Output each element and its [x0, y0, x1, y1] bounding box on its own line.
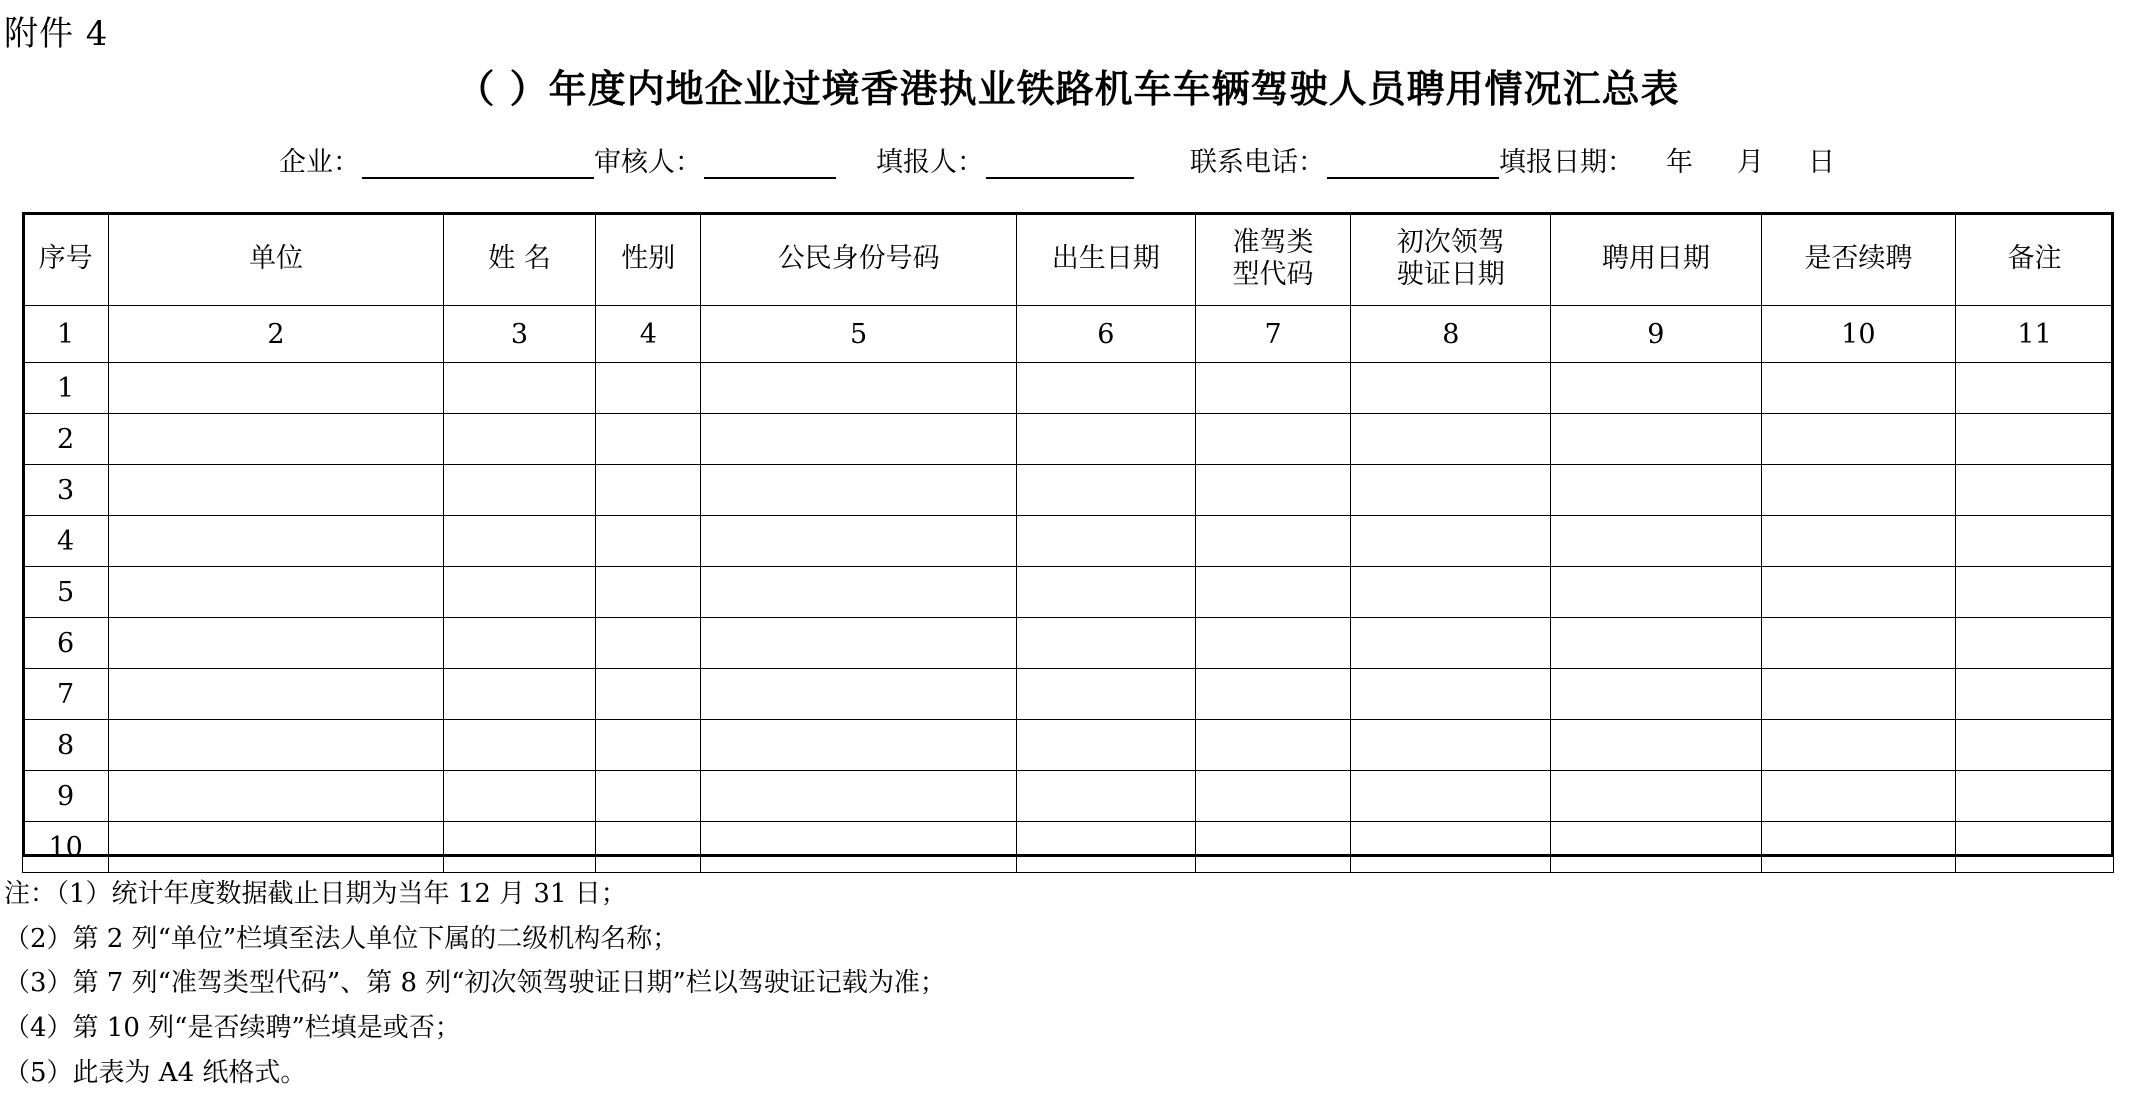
cell-gender[interactable]	[596, 771, 701, 822]
cell-renewal[interactable]	[1761, 720, 1956, 771]
table-row[interactable]	[23, 822, 2114, 873]
cell-license-type[interactable]	[1195, 771, 1351, 822]
cell-unit[interactable]	[109, 414, 443, 465]
enterprise-blank[interactable]	[362, 151, 594, 179]
cell-first-license-date[interactable]	[1351, 363, 1551, 414]
cell-first-license-date[interactable]	[1351, 720, 1551, 771]
table-row[interactable]	[23, 465, 2114, 516]
cell-birth-date[interactable]	[1016, 669, 1195, 720]
cell-remarks[interactable]	[1956, 465, 2114, 516]
table-row[interactable]	[23, 363, 2114, 414]
row-number-cell: 4	[23, 516, 109, 567]
table-row[interactable]	[23, 771, 2114, 822]
cell-license-type[interactable]	[1195, 822, 1351, 873]
cell-hire-date[interactable]	[1551, 465, 1761, 516]
cell-license-type[interactable]	[1195, 516, 1351, 567]
row-number-cell: 1	[23, 363, 109, 414]
cell-hire-date[interactable]	[1551, 822, 1761, 873]
column-number-cell: 1	[23, 306, 109, 363]
cell-name[interactable]	[443, 516, 596, 567]
enterprise-label: 企业：	[279, 147, 360, 178]
cell-renewal[interactable]	[1761, 465, 1956, 516]
cell-birth-date[interactable]	[1016, 363, 1195, 414]
column-number-cell: 4	[596, 306, 701, 363]
table-column-number-row	[23, 306, 2114, 363]
reviewer-label: 审核人：	[594, 147, 702, 178]
cell-birth-date[interactable]	[1016, 822, 1195, 873]
employment-summary-table	[22, 212, 2114, 873]
day-unit: 日	[1808, 147, 1835, 178]
cell-first-license-date[interactable]	[1351, 669, 1551, 720]
reporter-field[interactable]	[876, 140, 1134, 179]
cell-gender[interactable]	[596, 567, 701, 618]
cell-id-number[interactable]	[701, 465, 1017, 516]
cell-first-license-date[interactable]	[1351, 567, 1551, 618]
phone-field[interactable]	[1190, 140, 1499, 179]
cell-name[interactable]	[443, 771, 596, 822]
cell-id-number[interactable]	[701, 567, 1017, 618]
header-cell-hire-date	[1551, 213, 1761, 306]
table-row[interactable]	[23, 567, 2114, 618]
cell-gender[interactable]	[596, 414, 701, 465]
header-label-line2: 驶证日期	[1396, 259, 1505, 290]
table-row[interactable]	[23, 516, 2114, 567]
cell-birth-date[interactable]	[1016, 720, 1195, 771]
cell-remarks[interactable]	[1956, 618, 2114, 669]
attachment-label: 附件 4	[4, 14, 109, 54]
cell-id-number[interactable]	[701, 822, 1017, 873]
cell-gender[interactable]	[596, 465, 701, 516]
header-label: 单位	[248, 243, 303, 275]
header-label-line1: 初次领驾	[1396, 227, 1505, 259]
column-number-cell: 6	[1016, 306, 1195, 363]
cell-renewal[interactable]	[1761, 822, 1956, 873]
column-number-cell: 10	[1761, 306, 1956, 363]
cell-unit[interactable]	[109, 771, 443, 822]
cell-birth-date[interactable]	[1016, 567, 1195, 618]
cell-id-number[interactable]	[701, 669, 1017, 720]
table-row[interactable]	[23, 618, 2114, 669]
column-number-cell: 8	[1351, 306, 1551, 363]
table-header-row	[23, 213, 2114, 306]
cell-first-license-date[interactable]	[1351, 465, 1551, 516]
cell-unit[interactable]	[109, 465, 443, 516]
reporter-label: 填报人：	[876, 147, 984, 178]
cell-remarks[interactable]	[1956, 669, 2114, 720]
row-number-cell: 3	[23, 465, 109, 516]
header-cell-unit	[109, 213, 443, 306]
header-cell-license-type	[1195, 213, 1351, 306]
header-cell-renewal	[1761, 213, 1956, 306]
cell-license-type[interactable]	[1195, 567, 1351, 618]
header-cell-id-number	[701, 213, 1017, 306]
table-row[interactable]	[23, 414, 2114, 465]
cell-renewal[interactable]	[1761, 618, 1956, 669]
cell-gender[interactable]	[596, 669, 701, 720]
row-number-cell: 9	[23, 771, 109, 822]
header-label: 公民身份号码	[777, 243, 940, 275]
cell-hire-date[interactable]	[1551, 771, 1761, 822]
cell-birth-date[interactable]	[1016, 771, 1195, 822]
header-cell-remarks	[1956, 213, 2114, 306]
report-date-label: 填报日期：	[1499, 147, 1634, 178]
header-label: 性别	[621, 243, 676, 275]
header-cell-birth-date	[1016, 213, 1195, 306]
cell-id-number[interactable]	[701, 516, 1017, 567]
row-number-cell: 8	[23, 720, 109, 771]
column-number-cell: 11	[1956, 306, 2114, 363]
cell-hire-date[interactable]	[1551, 618, 1761, 669]
table-row[interactable]	[23, 669, 2114, 720]
cell-license-type[interactable]	[1195, 618, 1351, 669]
cell-renewal[interactable]	[1761, 771, 1956, 822]
cell-renewal[interactable]	[1761, 669, 1956, 720]
phone-blank[interactable]	[1327, 151, 1499, 179]
cell-remarks[interactable]	[1956, 363, 2114, 414]
reviewer-field[interactable]	[594, 140, 836, 179]
cell-license-type[interactable]	[1195, 363, 1351, 414]
cell-gender[interactable]	[596, 822, 701, 873]
cell-id-number[interactable]	[701, 414, 1017, 465]
cell-remarks[interactable]	[1956, 414, 2114, 465]
header-label: 序号	[38, 243, 93, 275]
page-title: （ ）年度内地企业过境香港执业铁路机车车辆驾驶人员聘用情况汇总表	[456, 66, 1680, 111]
cell-name[interactable]	[443, 720, 596, 771]
cell-name[interactable]	[443, 567, 596, 618]
cell-birth-date[interactable]	[1016, 414, 1195, 465]
row-number-cell: 10	[23, 822, 109, 873]
cell-unit[interactable]	[109, 618, 443, 669]
month-unit: 月	[1737, 147, 1764, 178]
cell-id-number[interactable]	[701, 618, 1017, 669]
note-line: 注：（1）统计年度数据截止日期为当年 12 月 31 日；	[4, 879, 627, 909]
cell-unit[interactable]	[109, 567, 443, 618]
header-cell-first-license-date	[1351, 213, 1551, 306]
header-label: 备注	[2007, 243, 2062, 275]
reporter-blank[interactable]	[986, 151, 1134, 179]
header-label-line1: 准驾类	[1232, 227, 1314, 259]
cell-remarks[interactable]	[1956, 567, 2114, 618]
cell-birth-date[interactable]	[1016, 465, 1195, 516]
cell-unit[interactable]	[109, 720, 443, 771]
cell-license-type[interactable]	[1195, 669, 1351, 720]
cell-hire-date[interactable]	[1551, 414, 1761, 465]
cell-unit[interactable]	[109, 822, 443, 873]
header-cell-index	[23, 213, 109, 306]
cell-renewal[interactable]	[1761, 567, 1956, 618]
cell-unit[interactable]	[109, 516, 443, 567]
cell-hire-date[interactable]	[1551, 516, 1761, 567]
cell-hire-date[interactable]	[1551, 567, 1761, 618]
note-line: （4）第 10 列“是否续聘”栏填是或否；	[4, 1013, 461, 1044]
cell-name[interactable]	[443, 822, 596, 873]
cell-name[interactable]	[443, 414, 596, 465]
note-line: （2）第 2 列“单位”栏填至法人单位下属的二级机构名称；	[4, 923, 679, 954]
header-label: 出生日期	[1051, 243, 1160, 275]
cell-first-license-date[interactable]	[1351, 414, 1551, 465]
cell-gender[interactable]	[596, 516, 701, 567]
row-number-cell: 2	[23, 414, 109, 465]
header-label: 是否续聘	[1804, 243, 1913, 275]
cell-first-license-date[interactable]	[1351, 618, 1551, 669]
cell-unit[interactable]	[109, 669, 443, 720]
column-number-cell: 5	[701, 306, 1017, 363]
report-date-field[interactable]	[1499, 140, 1857, 179]
header-label: 聘用日期	[1601, 243, 1710, 275]
table-row[interactable]	[23, 720, 2114, 771]
cell-birth-date[interactable]	[1016, 618, 1195, 669]
phone-label: 联系电话：	[1190, 147, 1325, 178]
cell-remarks[interactable]	[1956, 822, 2114, 873]
cell-license-type[interactable]	[1195, 414, 1351, 465]
reviewer-blank[interactable]	[704, 151, 836, 179]
row-number-cell: 7	[23, 669, 109, 720]
cell-remarks[interactable]	[1956, 516, 2114, 567]
cell-renewal[interactable]	[1761, 414, 1956, 465]
header-label-line2: 型代码	[1232, 259, 1314, 290]
cell-license-type[interactable]	[1195, 720, 1351, 771]
note-line: （5）此表为 A4 纸格式。	[4, 1057, 307, 1088]
cell-first-license-date[interactable]	[1351, 822, 1551, 873]
notes-section	[4, 872, 946, 1096]
cell-birth-date[interactable]	[1016, 516, 1195, 567]
meta-row	[0, 140, 2136, 179]
header-cell-gender	[596, 213, 701, 306]
column-number-cell: 9	[1551, 306, 1761, 363]
cell-name[interactable]	[443, 363, 596, 414]
cell-hire-date[interactable]	[1551, 669, 1761, 720]
report-date-units	[1636, 140, 1857, 179]
header-cell-name	[443, 213, 596, 306]
note-line: （3）第 7 列“准驾类型代码”、第 8 列“初次领驾驶证日期”栏以驾驶证记载为准；	[4, 968, 946, 999]
column-number-cell: 2	[109, 306, 443, 363]
header-label: 姓 名	[488, 243, 551, 275]
cell-renewal[interactable]	[1761, 516, 1956, 567]
cell-remarks[interactable]	[1956, 771, 2114, 822]
cell-remarks[interactable]	[1956, 720, 2114, 771]
cell-license-type[interactable]	[1195, 465, 1351, 516]
enterprise-field[interactable]	[279, 140, 594, 179]
column-number-cell: 7	[1195, 306, 1351, 363]
cell-name[interactable]	[443, 618, 596, 669]
cell-id-number[interactable]	[701, 771, 1017, 822]
cell-name[interactable]	[443, 465, 596, 516]
cell-hire-date[interactable]	[1551, 363, 1761, 414]
cell-first-license-date[interactable]	[1351, 771, 1551, 822]
row-number-cell: 5	[23, 567, 109, 618]
cell-id-number[interactable]	[701, 720, 1017, 771]
cell-gender[interactable]	[596, 363, 701, 414]
cell-first-license-date[interactable]	[1351, 516, 1551, 567]
row-number-cell: 6	[23, 618, 109, 669]
cell-renewal[interactable]	[1761, 363, 1956, 414]
cell-hire-date[interactable]	[1551, 720, 1761, 771]
cell-id-number[interactable]	[701, 363, 1017, 414]
cell-unit[interactable]	[109, 363, 443, 414]
cell-gender[interactable]	[596, 618, 701, 669]
cell-gender[interactable]	[596, 720, 701, 771]
cell-name[interactable]	[443, 669, 596, 720]
year-unit: 年	[1666, 147, 1693, 178]
column-number-cell: 3	[443, 306, 596, 363]
